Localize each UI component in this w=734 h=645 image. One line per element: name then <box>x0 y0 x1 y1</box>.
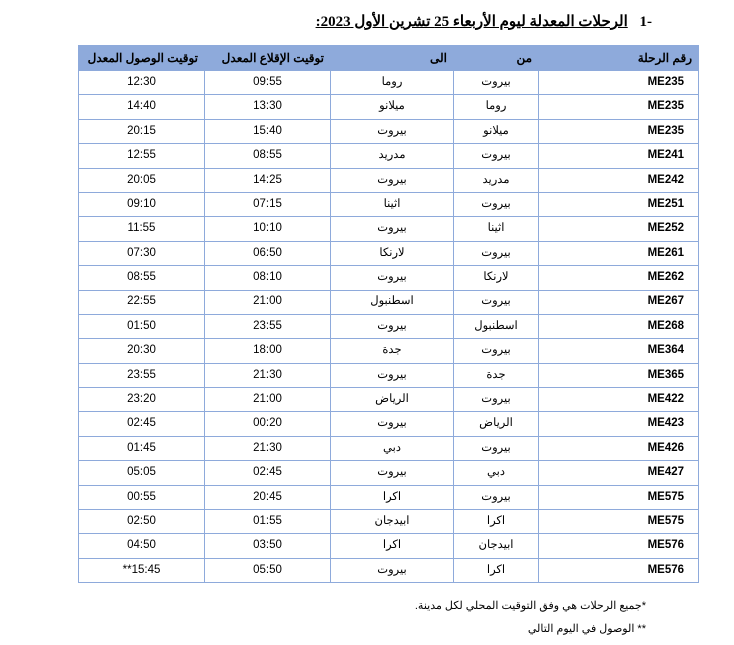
section-title: الرحلات المعدلة ليوم الأربعاء 25 تشرين الأول 2023: <box>315 14 628 30</box>
table-row <box>79 558 699 582</box>
flight-number-cell: ME364 <box>539 339 699 363</box>
to-cell: بيروت <box>331 412 454 436</box>
table-row <box>79 168 699 192</box>
departure-cell: 13:30 <box>205 95 331 119</box>
to-cell: بيروت <box>331 558 454 582</box>
flight-number-cell: ME235 <box>539 95 699 119</box>
arrival-cell: 20:30 <box>79 339 205 363</box>
arrival-cell: 00:55 <box>79 485 205 509</box>
table-header-row <box>79 46 699 71</box>
from-cell: الرياض <box>454 412 539 436</box>
header-to: الى <box>331 46 454 71</box>
arrival-cell: 20:15 <box>79 119 205 143</box>
flight-number-cell: ME576 <box>539 534 699 558</box>
departure-cell: 10:10 <box>205 217 331 241</box>
flight-number-cell: ME242 <box>539 168 699 192</box>
header-arrival: توقيت الوصول المعدل <box>79 46 205 71</box>
table-row <box>79 71 699 95</box>
departure-cell: 09:55 <box>205 71 331 95</box>
from-cell: بيروت <box>454 290 539 314</box>
arrival-cell: 15:45** <box>79 558 205 582</box>
section-heading <box>316 12 652 31</box>
departure-cell: 15:40 <box>205 119 331 143</box>
from-cell: جدة <box>454 363 539 387</box>
to-cell: مدريد <box>331 144 454 168</box>
table-row <box>79 314 699 338</box>
arrival-cell: 09:10 <box>79 192 205 216</box>
departure-cell: 18:00 <box>205 339 331 363</box>
flight-number-cell: ME235 <box>539 71 699 95</box>
from-cell: لارنكا <box>454 266 539 290</box>
table-row <box>79 510 699 534</box>
table-row <box>79 217 699 241</box>
table-row <box>79 363 699 387</box>
flight-number-cell: ME262 <box>539 266 699 290</box>
arrival-cell: 02:50 <box>79 510 205 534</box>
arrival-cell: 12:55 <box>79 144 205 168</box>
departure-cell: 01:55 <box>205 510 331 534</box>
table-row <box>79 95 699 119</box>
departure-cell: 03:50 <box>205 534 331 558</box>
table-row <box>79 266 699 290</box>
header-from: من <box>454 46 539 71</box>
table-row <box>79 436 699 460</box>
to-cell: الرياض <box>331 388 454 412</box>
departure-cell: 05:50 <box>205 558 331 582</box>
table-row <box>79 119 699 143</box>
arrival-cell: 23:20 <box>79 388 205 412</box>
from-cell: روما <box>454 95 539 119</box>
to-cell: جدة <box>331 339 454 363</box>
to-cell: بيروت <box>331 363 454 387</box>
departure-cell: 00:20 <box>205 412 331 436</box>
departure-cell: 21:00 <box>205 290 331 314</box>
departure-cell: 20:45 <box>205 485 331 509</box>
flight-number-cell: ME426 <box>539 436 699 460</box>
departure-cell: 21:30 <box>205 436 331 460</box>
from-cell: مدريد <box>454 168 539 192</box>
flight-number-cell: ME575 <box>539 485 699 509</box>
departure-cell: 08:10 <box>205 266 331 290</box>
flight-number-cell: ME267 <box>539 290 699 314</box>
to-cell: اسطنبول <box>331 290 454 314</box>
departure-cell: 21:30 <box>205 363 331 387</box>
to-cell: بيروت <box>331 314 454 338</box>
from-cell: بيروت <box>454 388 539 412</box>
note-next-day: ** الوصول في اليوم التالي <box>527 623 646 635</box>
to-cell: بيروت <box>331 168 454 192</box>
to-cell: بيروت <box>331 217 454 241</box>
departure-cell: 21:00 <box>205 388 331 412</box>
flight-number-cell: ME251 <box>539 192 699 216</box>
flight-number-cell: ME423 <box>539 412 699 436</box>
arrival-cell: 23:55 <box>79 363 205 387</box>
table-row <box>79 388 699 412</box>
flight-number-cell: ME268 <box>539 314 699 338</box>
flight-number-cell: ME241 <box>539 144 699 168</box>
arrival-cell: 04:50 <box>79 534 205 558</box>
from-cell: اكرا <box>454 558 539 582</box>
departure-cell: 02:45 <box>205 461 331 485</box>
table-row <box>79 192 699 216</box>
table-row <box>79 290 699 314</box>
to-cell: روما <box>331 71 454 95</box>
table-row <box>79 241 699 265</box>
table-row <box>79 144 699 168</box>
departure-cell: 06:50 <box>205 241 331 265</box>
table-row <box>79 461 699 485</box>
from-cell: بيروت <box>454 71 539 95</box>
header-departure: توقيت الإقلاع المعدل <box>205 46 331 71</box>
table-row <box>79 339 699 363</box>
arrival-cell: 01:50 <box>79 314 205 338</box>
departure-cell: 08:55 <box>205 144 331 168</box>
header-flight-number: رقم الرحلة <box>539 46 699 71</box>
from-cell: بيروت <box>454 485 539 509</box>
arrival-cell: 14:40 <box>79 95 205 119</box>
arrival-cell: 22:55 <box>79 290 205 314</box>
flight-number-cell: ME427 <box>539 461 699 485</box>
from-cell: بيروت <box>454 144 539 168</box>
to-cell: ابيدجان <box>331 510 454 534</box>
departure-cell: 14:25 <box>205 168 331 192</box>
from-cell: بيروت <box>454 241 539 265</box>
from-cell: اسطنبول <box>454 314 539 338</box>
arrival-cell: 08:55 <box>79 266 205 290</box>
flight-number-cell: ME365 <box>539 363 699 387</box>
flight-number-cell: ME261 <box>539 241 699 265</box>
from-cell: اثينا <box>454 217 539 241</box>
to-cell: اكرا <box>331 485 454 509</box>
arrival-cell: 05:05 <box>79 461 205 485</box>
arrival-cell: 01:45 <box>79 436 205 460</box>
from-cell: دبي <box>454 461 539 485</box>
to-cell: بيروت <box>331 266 454 290</box>
from-cell: بيروت <box>454 436 539 460</box>
arrival-cell: 11:55 <box>79 217 205 241</box>
note-local-time: *جميع الرحلات هي وفق التوقيت المحلي لكل مدينة. <box>414 600 646 612</box>
from-cell: اكرا <box>454 510 539 534</box>
section-number: -1 <box>639 14 652 30</box>
from-cell: ميلانو <box>454 119 539 143</box>
to-cell: بيروت <box>331 119 454 143</box>
table-row <box>79 412 699 436</box>
table-row <box>79 485 699 509</box>
to-cell: لارنكا <box>331 241 454 265</box>
arrival-cell: 12:30 <box>79 71 205 95</box>
to-cell: دبي <box>331 436 454 460</box>
flight-number-cell: ME235 <box>539 119 699 143</box>
departure-cell: 07:15 <box>205 192 331 216</box>
from-cell: بيروت <box>454 339 539 363</box>
to-cell: اكرا <box>331 534 454 558</box>
departure-cell: 23:55 <box>205 314 331 338</box>
to-cell: ميلانو <box>331 95 454 119</box>
from-cell: بيروت <box>454 192 539 216</box>
arrival-cell: 02:45 <box>79 412 205 436</box>
arrival-cell: 20:05 <box>79 168 205 192</box>
flights-table <box>78 45 699 583</box>
flight-number-cell: ME575 <box>539 510 699 534</box>
to-cell: بيروت <box>331 461 454 485</box>
to-cell: اثينا <box>331 192 454 216</box>
table-row <box>79 534 699 558</box>
from-cell: ابيدجان <box>454 534 539 558</box>
arrival-cell: 07:30 <box>79 241 205 265</box>
flight-number-cell: ME252 <box>539 217 699 241</box>
flight-number-cell: ME422 <box>539 388 699 412</box>
flight-number-cell: ME576 <box>539 558 699 582</box>
